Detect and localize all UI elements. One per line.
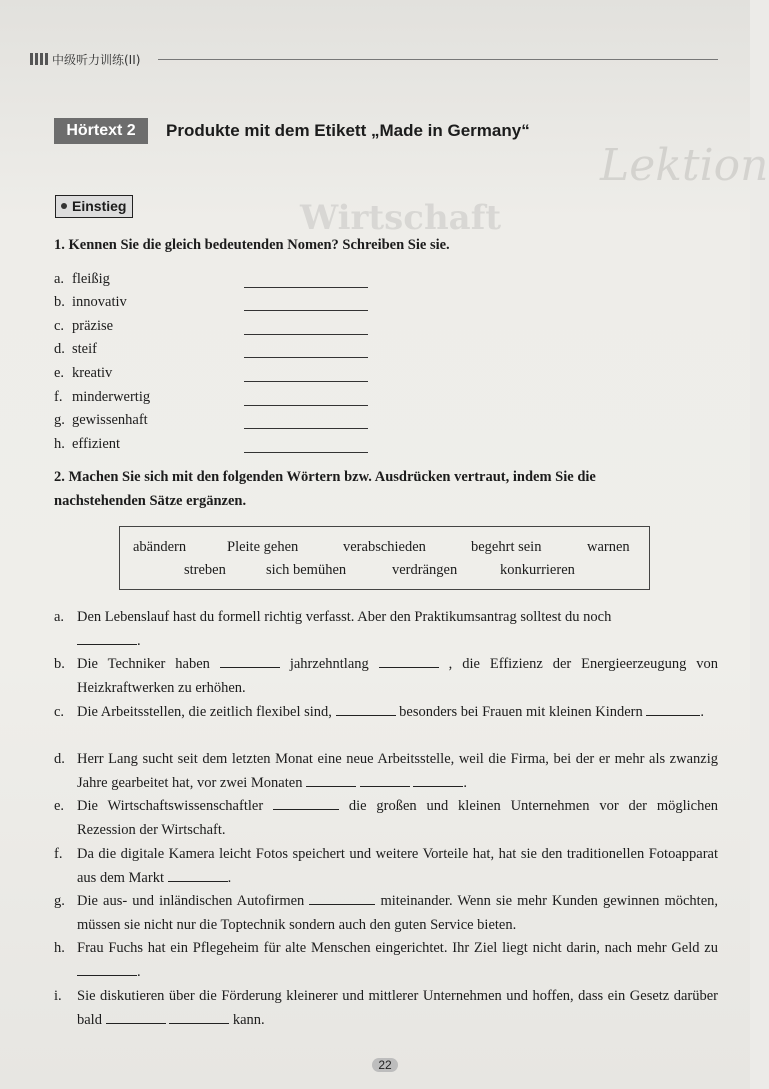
sentence-body bbox=[77, 701, 718, 725]
header-text: 中级听力训练(II) bbox=[52, 53, 141, 67]
sentence-text: . bbox=[227, 869, 232, 886]
question-2-line-1: 2. Machen Sie sich mit den folgenden Wörtern bzw. Ausdrücken vertraut, indem Sie die bbox=[54, 469, 596, 485]
sentence-f bbox=[54, 843, 718, 890]
sentence-letter: h. bbox=[54, 940, 65, 956]
item-word: innovativ bbox=[72, 294, 127, 310]
answer-blank[interactable] bbox=[379, 653, 439, 668]
sentence-body bbox=[77, 748, 718, 795]
word-box-item: verabschieden bbox=[343, 539, 426, 555]
sentence-letter: g. bbox=[54, 893, 65, 909]
answer-blank[interactable] bbox=[77, 961, 137, 976]
running-header bbox=[30, 50, 718, 70]
sentence-letter: b. bbox=[54, 656, 65, 672]
show-through-text: Wirtschaft bbox=[300, 198, 502, 238]
sentence-body bbox=[77, 653, 718, 700]
sentence-text: Sie diskutieren über die Förderung kleinerer und mittlerer Unternehmen und hoffen, dass ein Gesetz darüber bald bbox=[77, 988, 718, 1028]
sentence-text: besonders bei Frauen mit kleinen Kindern bbox=[399, 704, 643, 720]
sentence-h bbox=[54, 937, 718, 984]
sentence-text: die großen und kleinen Unternehmen vor der möglichen Rezession der Wirtschaft. bbox=[77, 798, 719, 838]
answer-blank[interactable] bbox=[646, 701, 700, 716]
sentence-d bbox=[54, 748, 718, 795]
item-word: effizient bbox=[72, 436, 121, 452]
sentence-text: Die Techniker haben bbox=[77, 656, 210, 672]
answer-blank[interactable] bbox=[220, 653, 280, 668]
question-1: 1. Kennen Sie die gleich bedeutenden Nomen? Schreiben Sie sie. bbox=[54, 237, 450, 253]
sentence-a bbox=[54, 606, 718, 653]
item-word: gewissenhaft bbox=[72, 412, 148, 428]
sentence-e bbox=[54, 795, 718, 842]
sentence-body bbox=[77, 606, 718, 653]
header-bars-icon bbox=[30, 53, 50, 65]
sentence-text: Frau Fuchs hat ein Pflegeheim für alte Menschen eingerichtet. Ihr Ziel liegt nicht darin, nach mehr Geld zu bbox=[77, 940, 718, 956]
sentence-c bbox=[54, 701, 718, 725]
list-item bbox=[54, 433, 374, 455]
item-letter: f. bbox=[54, 389, 63, 405]
sentence-body bbox=[77, 937, 718, 984]
answer-blank[interactable] bbox=[244, 452, 368, 453]
sentence-text: Die Wirtschaftswissenschaftler bbox=[77, 798, 264, 814]
item-word: steif bbox=[72, 341, 97, 357]
list-item bbox=[54, 338, 374, 360]
answer-blank[interactable] bbox=[244, 357, 368, 358]
sentence-letter: a. bbox=[54, 609, 65, 625]
item-word: kreativ bbox=[72, 365, 113, 381]
answer-blank[interactable] bbox=[244, 381, 368, 382]
item-word: präzise bbox=[72, 318, 114, 334]
word-box-item: abändern bbox=[133, 539, 187, 555]
sentence-text: Die aus- und inländischen Autofirmen bbox=[77, 893, 305, 909]
list-item bbox=[54, 268, 374, 290]
sentence-letter: c. bbox=[54, 704, 65, 720]
list-item bbox=[54, 409, 374, 431]
sentence-text: Herr Lang sucht seit dem letzten Monat eine neue Arbeitsstelle, weil die Firma, bei der er mehr als zwanzig Jahre gearbeitet hat, vor zwei Monaten bbox=[77, 751, 718, 791]
answer-blank[interactable] bbox=[168, 867, 228, 882]
answer-blank[interactable] bbox=[244, 405, 368, 406]
answer-blank[interactable] bbox=[169, 1009, 229, 1024]
word-box-item: streben bbox=[184, 562, 226, 578]
answer-blank[interactable] bbox=[106, 1009, 166, 1024]
sentence-text: Da die digitale Kamera leicht Fotos speichert und weitere Vorteile hat, hat sie den traditionellen Fotoapparat aus dem Markt bbox=[77, 846, 718, 886]
word-box-item: konkurrieren bbox=[500, 562, 575, 578]
sentence-text: , die Effizienz der Energieerzeugung von Heizkraftwerken zu erhöhen. bbox=[77, 656, 719, 696]
sentence-text: . bbox=[463, 774, 467, 791]
item-word: minderwertig bbox=[72, 389, 151, 405]
item-letter: d. bbox=[54, 341, 65, 357]
sentence-letter: f. bbox=[54, 846, 63, 862]
word-box-item: sich bemühen bbox=[266, 562, 347, 578]
header-rule bbox=[158, 59, 718, 60]
answer-blank[interactable] bbox=[273, 795, 339, 810]
sentence-letter: d. bbox=[54, 751, 65, 767]
sentence-i bbox=[54, 985, 718, 1032]
word-box-item: begehrt sein bbox=[471, 539, 542, 555]
item-letter: e. bbox=[54, 365, 65, 381]
sentence-body bbox=[77, 985, 718, 1032]
sentence-text: jahrzehntlang bbox=[289, 656, 369, 672]
sentence-text: kann. bbox=[232, 1011, 265, 1028]
sentence-text: . bbox=[700, 704, 705, 720]
list-item bbox=[54, 315, 374, 337]
section-title: Produkte mit dem Etikett „Made in Germany“ bbox=[166, 121, 530, 140]
sentence-text: . bbox=[137, 632, 141, 649]
list-item bbox=[54, 362, 374, 384]
answer-blank[interactable] bbox=[244, 310, 368, 311]
sentence-letter: e. bbox=[54, 798, 65, 814]
word-box-item: warnen bbox=[587, 539, 630, 555]
einstieg-label bbox=[55, 195, 133, 218]
item-letter: c. bbox=[54, 318, 65, 334]
answer-blank[interactable] bbox=[360, 772, 410, 787]
show-through-text: Lektion bbox=[600, 140, 769, 191]
sentence-text: Die Arbeitsstellen, die zeitlich flexibel sind, bbox=[77, 704, 332, 720]
page-number: 22 bbox=[372, 1058, 398, 1072]
answer-blank[interactable] bbox=[306, 772, 356, 787]
item-letter: b. bbox=[54, 294, 65, 310]
answer-blank[interactable] bbox=[244, 428, 368, 429]
sentence-text: Den Lebenslauf hast du formell richtig verfasst. Aber den Praktikumsantrag solltest du noch bbox=[77, 609, 612, 625]
sentence-body bbox=[77, 843, 718, 890]
sentence-text: miteinander. Wenn sie mehr Kunden gewinnen möchten, müssen sie nicht nur die Toptechnik sondern auch den guten Service bieten. bbox=[77, 893, 719, 933]
list-item bbox=[54, 291, 374, 313]
sentence-text: . bbox=[137, 963, 141, 980]
einstieg-text: Einstieg bbox=[72, 198, 127, 214]
sentence-body bbox=[77, 795, 718, 842]
answer-blank[interactable] bbox=[77, 630, 137, 645]
question-2-line-2: nachstehenden Sätze ergänzen. bbox=[54, 493, 247, 509]
section-badge: Hörtext 2 bbox=[54, 118, 148, 144]
word-box-item: Pleite gehen bbox=[227, 539, 299, 555]
answer-blank[interactable] bbox=[244, 334, 368, 335]
list-item bbox=[54, 386, 374, 408]
question-2 bbox=[54, 465, 718, 513]
answer-blank[interactable] bbox=[336, 701, 396, 716]
item-word: fleißig bbox=[72, 271, 110, 287]
item-letter: g. bbox=[54, 412, 65, 428]
answer-blank[interactable] bbox=[413, 772, 463, 787]
answer-blank[interactable] bbox=[309, 890, 375, 905]
answer-blank[interactable] bbox=[244, 287, 368, 288]
sentence-g bbox=[54, 890, 718, 937]
sentence-b bbox=[54, 653, 718, 700]
word-box-item: verdrängen bbox=[392, 562, 458, 578]
item-letter: h. bbox=[54, 436, 65, 452]
word-box bbox=[119, 526, 650, 590]
sentence-body bbox=[77, 890, 718, 937]
bullet-icon bbox=[61, 203, 67, 209]
sentence-letter: i. bbox=[54, 988, 62, 1004]
item-letter: a. bbox=[54, 271, 65, 287]
